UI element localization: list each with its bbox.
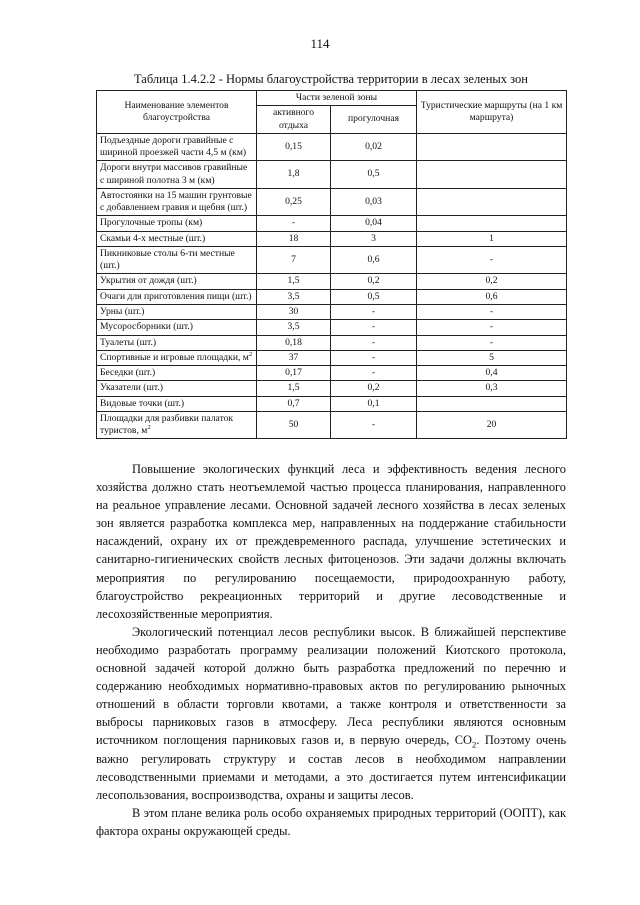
row-element-name: Урны (шт.) bbox=[97, 304, 257, 319]
row-element-name: Скамьи 4-х местные (шт.) bbox=[97, 231, 257, 246]
row-value-walking: 3 bbox=[331, 231, 417, 246]
row-value-tourist: 0,3 bbox=[417, 381, 567, 396]
header-tourist-routes: Туристические маршруты (на 1 км маршрута) bbox=[417, 91, 567, 134]
row-value-tourist: 0,2 bbox=[417, 274, 567, 289]
row-value-tourist bbox=[417, 216, 567, 231]
table-row bbox=[97, 396, 567, 411]
row-value-walking: 0,5 bbox=[331, 161, 417, 189]
row-value-walking: 0,6 bbox=[331, 246, 417, 274]
row-value-walking: 0,04 bbox=[331, 216, 417, 231]
row-value-active: 18 bbox=[257, 231, 331, 246]
header-walking: прогулочная bbox=[331, 106, 417, 134]
row-value-walking: - bbox=[331, 320, 417, 335]
table-row bbox=[97, 320, 567, 335]
row-element-name: Видовые точки (шт.) bbox=[97, 396, 257, 411]
table-row bbox=[97, 133, 567, 161]
row-value-walking: 0,5 bbox=[331, 289, 417, 304]
table-body bbox=[97, 133, 567, 439]
table-row bbox=[97, 335, 567, 350]
row-value-walking: - bbox=[331, 350, 417, 365]
paragraph: Повышение экологических функций леса и эффективность ведения лесного хозяйства должно стать неотъемлемой частью процесса планирования, направленного на реальное управление лесами. Основной задачей лесного хозяйства в лесах зеленых зон является разработка комплекса мер, направленных на поддержание стабильности насаждений, охрану их от преждевременного распада, улучшение эстетических и санитарно-гигиенических свойств лесных фитоценозов. Эти задачи должны включать мероприятия по регулированию посещаемости, природоохранную работу, благоустройство рекреационных территорий и другие лесоводственные и лесохозяйственные мероприятия. bbox=[96, 462, 566, 621]
row-element-name: Указатели (шт.) bbox=[97, 381, 257, 396]
row-element-name: Мусоросборники (шт.) bbox=[97, 320, 257, 335]
row-value-walking: - bbox=[331, 335, 417, 350]
row-element-name: Дороги внутри массивов гравийные с шириной полотна 3 м (км) bbox=[97, 161, 257, 189]
row-value-tourist bbox=[417, 396, 567, 411]
header-active-rest: активного отдыха bbox=[257, 106, 331, 134]
row-value-tourist: 5 bbox=[417, 350, 567, 365]
row-element-name: Прогулочные тропы (км) bbox=[97, 216, 257, 231]
header-element-name: Наименование элементов благоустройства bbox=[97, 91, 257, 134]
row-value-walking: 0,1 bbox=[331, 396, 417, 411]
table-row bbox=[97, 366, 567, 381]
paragraph: Экологический потенциал лесов республики высок. В ближайшей перспективе необходимо разработать программу реализации положений Киотского протокола, основной задачей которой должно быть разработка предложений по перечню и содержанию необходимых нормативно-правовых актов по регулированию рыночных отношений в области торговли квотами, а также контроля и ответственности за выбросы парниковых газов в атмосферу. Леса республики являются основным источником поглощения парниковых газов и, в первую очередь, $CO_2$. Поэтому очень важно регулировать структуру и состав лесов в необходимом направлении лесоводственными приемами и методами, а это достигается путем интенсификации лесопользования, воспроизводства, охраны и защиты лесов. bbox=[96, 624, 566, 802]
row-element-name: Очаги для приготовления пищи (шт.) bbox=[97, 289, 257, 304]
paragraph: В этом плане велика роль особо охраняемых природных территорий (ООПТ), как фактора охраны окружающей среды. bbox=[96, 805, 566, 838]
row-value-tourist: 20 bbox=[417, 411, 567, 439]
row-value-active: 3,5 bbox=[257, 320, 331, 335]
row-element-name: Туалеты (шт.) bbox=[97, 335, 257, 350]
row-value-tourist: 0,4 bbox=[417, 366, 567, 381]
row-value-walking: 0,03 bbox=[331, 188, 417, 216]
row-value-tourist bbox=[417, 133, 567, 161]
row-value-active: 30 bbox=[257, 304, 331, 319]
row-value-walking: - bbox=[331, 411, 417, 439]
table-row bbox=[97, 304, 567, 319]
row-value-tourist: - bbox=[417, 320, 567, 335]
row-value-active: 0,7 bbox=[257, 396, 331, 411]
landscaping-norms-table bbox=[96, 90, 567, 439]
header-zone-parts: Части зеленой зоны bbox=[257, 91, 417, 106]
row-value-walking: 0,2 bbox=[331, 274, 417, 289]
row-element-name: Площадки для разбивки палаток туристов, $м^2$ bbox=[97, 411, 257, 439]
table-row bbox=[97, 411, 567, 439]
table-row bbox=[97, 274, 567, 289]
row-value-walking: - bbox=[331, 366, 417, 381]
table-caption: Таблица 1.4.2.2 - Нормы благоустройства территории в лесах зеленых зон bbox=[133, 72, 528, 86]
row-value-active: 3,5 bbox=[257, 289, 331, 304]
row-value-tourist bbox=[417, 161, 567, 189]
row-value-active: 37 bbox=[257, 350, 331, 365]
table-row bbox=[97, 350, 567, 365]
row-value-active: 0,17 bbox=[257, 366, 331, 381]
row-element-name: Укрытия от дождя (шт.) bbox=[97, 274, 257, 289]
row-value-active: 1,5 bbox=[257, 381, 331, 396]
row-value-walking: - bbox=[331, 304, 417, 319]
row-value-tourist: 0,6 bbox=[417, 289, 567, 304]
row-value-active: 0,18 bbox=[257, 335, 331, 350]
table-row bbox=[97, 289, 567, 304]
page-number: 114 bbox=[310, 36, 330, 51]
body-text bbox=[96, 460, 566, 840]
row-element-name: Пикниковые столы 6-ти местные (шт.) bbox=[97, 246, 257, 274]
table-row bbox=[97, 188, 567, 216]
row-value-active: - bbox=[257, 216, 331, 231]
row-value-active: 50 bbox=[257, 411, 331, 439]
row-value-tourist: - bbox=[417, 304, 567, 319]
row-element-name: Спортивные и игровые площадки, $м^2$ bbox=[97, 350, 257, 365]
row-value-active: 7 bbox=[257, 246, 331, 274]
row-value-active: 1,8 bbox=[257, 161, 331, 189]
row-value-active: 0,25 bbox=[257, 188, 331, 216]
row-value-walking: 0,02 bbox=[331, 133, 417, 161]
table-row bbox=[97, 161, 567, 189]
row-value-walking: 0,2 bbox=[331, 381, 417, 396]
row-value-active: 0,15 bbox=[257, 133, 331, 161]
row-element-name: Автостоянки на 15 машин грунтовые с добавлением гравия и щебня (шт.) bbox=[97, 188, 257, 216]
row-value-tourist: 1 bbox=[417, 231, 567, 246]
table-row bbox=[97, 231, 567, 246]
table-row bbox=[97, 246, 567, 274]
row-value-active: 1,5 bbox=[257, 274, 331, 289]
row-element-name: Беседки (шт.) bbox=[97, 366, 257, 381]
table-row bbox=[97, 381, 567, 396]
row-value-tourist: - bbox=[417, 335, 567, 350]
row-value-tourist: - bbox=[417, 246, 567, 274]
row-element-name: Подъездные дороги гравийные с шириной проезжей части 4,5 м (км) bbox=[97, 133, 257, 161]
table-row bbox=[97, 216, 567, 231]
row-value-tourist bbox=[417, 188, 567, 216]
